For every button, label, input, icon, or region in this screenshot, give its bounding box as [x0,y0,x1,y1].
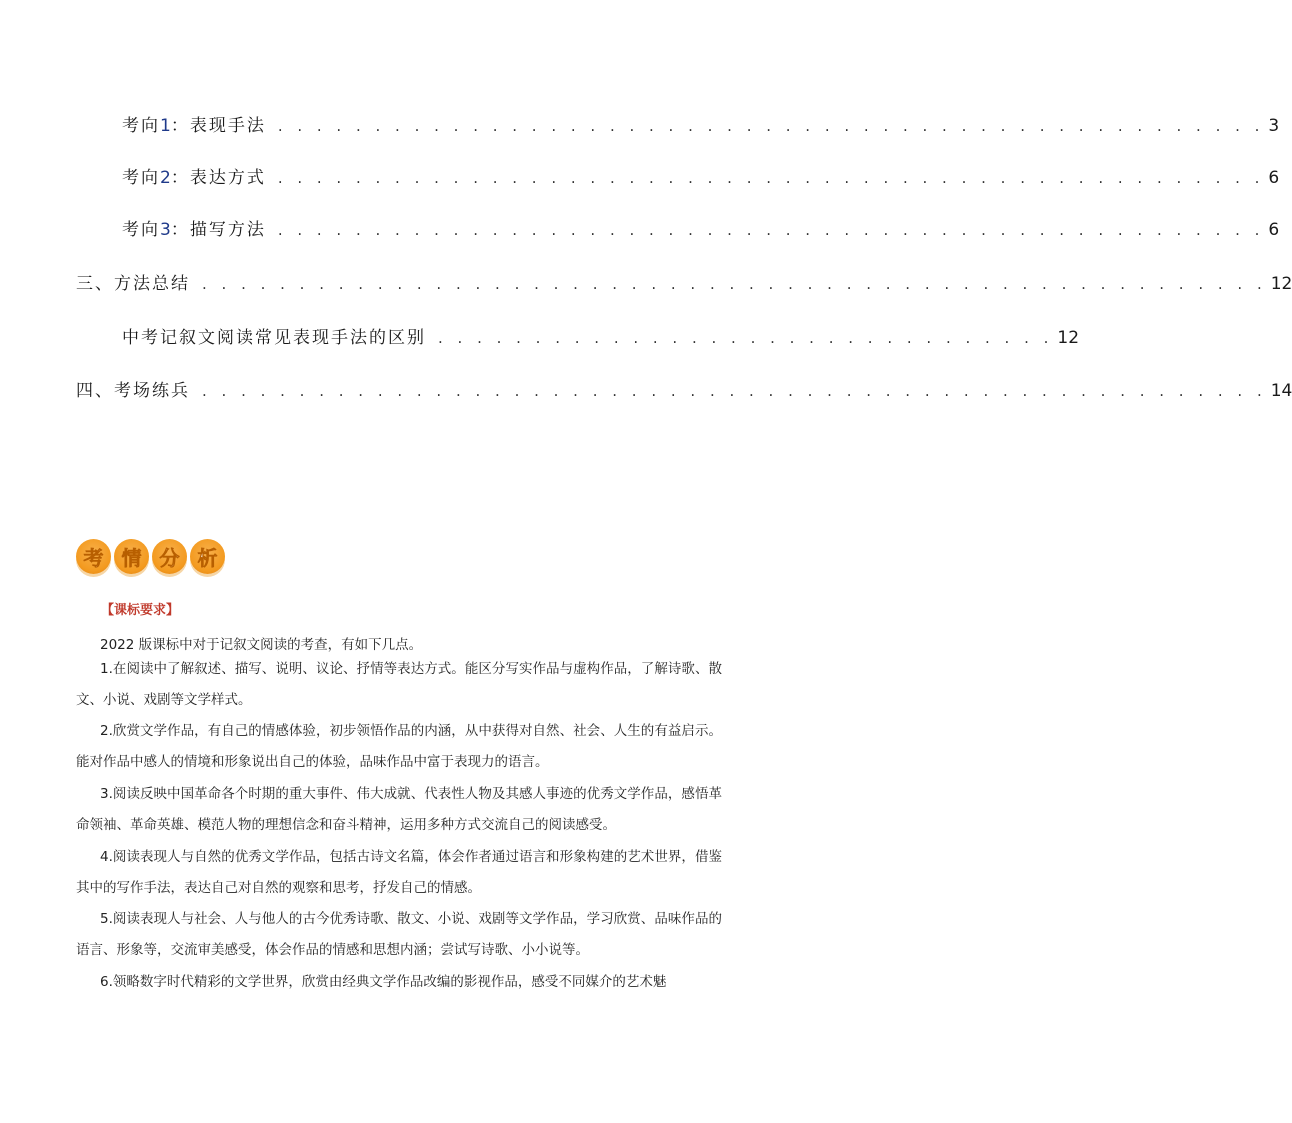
toc-entry-5[interactable] [122,323,1080,348]
toc-label: 三、方法总结 [76,274,190,294]
toc-leader-dots: . . . . . . . . . . . . . . . . . . . . . . . . . . . . . . . . . . . . . . . . . . . . . . . . . . . [277,117,1265,135]
banner-char: 情 [114,539,149,574]
toc-label: 考向2：表达方式 [122,168,266,188]
toc-label: 考向3：描写方法 [122,220,266,240]
requirement-item-2: 2.欣赏文学作品，有自己的情感体验，初步领悟作品的内涵，从中获得对自然、社会、人生的有益启示。能对作品中感人的情境和形象说出自己的体验，品味作品中富于表现力的语言。 [76,723,722,770]
requirement-item-6: 6.领略数字时代精彩的文学世界，欣赏由经典文学作品改编的影视作品，感受不同媒介的艺术魅 [100,974,667,990]
requirements-title: 【课标要求】 [101,603,180,618]
requirement-item-3: 3.阅读反映中国革命各个时期的重大事件、伟大成就、代表性人物及其感人事迹的优秀文学作品，感悟革命领袖、革命英雄、模范人物的理想信念和奋斗精神，运用多种方式交流自己的阅读感受。 [76,786,722,833]
toc-entry-1[interactable] [122,111,1280,136]
toc-page-number: 3 [1268,116,1280,136]
toc-entry-6[interactable] [76,376,1292,401]
toc-page-number: 12 [1057,328,1080,348]
toc-entry-2[interactable] [122,163,1280,188]
toc-page-number: 12 [1270,274,1292,294]
section-banner [76,539,225,574]
toc-label: 考向1：表现手法 [122,116,266,136]
requirement-item-5: 5.阅读表现人与社会、人与他人的古今优秀诗歌、散文、小说、戏剧等文学作品，学习欣赏、品味作品的语言、形象等，交流审美感受，体会作品的情感和思想内涵；尝试写诗歌、小小说等。 [76,911,722,958]
toc-leader-dots: . . . . . . . . . . . . . . . . . . . . . . . . . . . . . . . . . . . . . . . . . . . . . . . . . . . . . . . [202,275,1267,293]
requirement-item-4: 4.阅读表现人与自然的优秀文学作品，包括古诗文名篇，体会作者通过语言和形象构建的艺术世界，借鉴其中的写作手法，表达自己对自然的观察和思考，抒发自己的情感。 [76,849,722,896]
toc-leader-dots: . . . . . . . . . . . . . . . . . . . . . . . . . . . . . . . . . . . . . . . . . . . . . . . . . . . [277,169,1265,187]
toc-leader-dots: . . . . . . . . . . . . . . . . . . . . . . . . . . . . . . . . . . . . . . . . . . . . . . . . . . . . . . . [202,382,1267,400]
toc-page-number: 6 [1268,168,1280,188]
banner-char: 析 [190,539,225,574]
toc-leader-dots: . . . . . . . . . . . . . . . . . . . . . . . . . . . . . . . . [438,329,1054,347]
banner-char: 分 [152,539,187,574]
toc-page-number: 6 [1268,220,1280,240]
toc-label: 四、考场练兵 [76,381,190,401]
banner-char: 考 [76,539,111,574]
toc-page-number: 14 [1270,381,1292,401]
toc-entry-4[interactable] [76,269,1292,294]
toc-entry-3[interactable] [122,215,1280,240]
toc-label: 中考记叙文阅读常见表现手法的区别 [122,328,426,348]
toc-leader-dots: . . . . . . . . . . . . . . . . . . . . . . . . . . . . . . . . . . . . . . . . . . . . . . . . . . . [277,221,1265,239]
requirements-intro: 2022 版课标中对于记叙文阅读的考查，有如下几点。 [100,637,423,653]
requirement-item-1: 1.在阅读中了解叙述、描写、说明、议论、抒情等表达方式。能区分写实作品与虚构作品，了解诗歌、散文、小说、戏剧等文学样式。 [76,661,722,708]
